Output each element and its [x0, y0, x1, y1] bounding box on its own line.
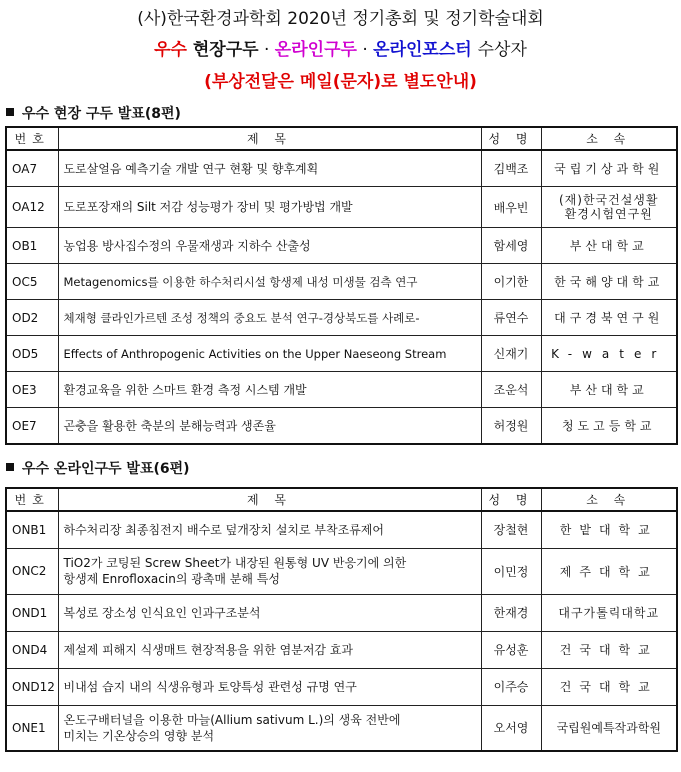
col-header-affiliation: 소 속	[541, 127, 677, 150]
table-row	[6, 668, 677, 705]
cell-affiliation: 건국대학교	[541, 631, 677, 668]
col-header-name: 성 명	[481, 127, 541, 150]
cell-code: OD5	[6, 336, 58, 372]
cell-code: OB1	[6, 228, 58, 264]
cell-title: Effects of Anthropogenic Activities on the Upper Naeseong Stream	[58, 336, 481, 372]
cell-name: 배우빈	[481, 187, 541, 228]
cell-code: OC5	[6, 264, 58, 300]
cell-code: ONC2	[6, 548, 58, 594]
online-oral-table	[5, 487, 678, 752]
table-row	[6, 336, 677, 372]
cell-code: OA12	[6, 187, 58, 228]
cell-affiliation: 건국대학교	[541, 668, 677, 705]
cell-affiliation: 제주대학교	[541, 548, 677, 594]
table-row	[6, 228, 677, 264]
table-row	[6, 150, 677, 187]
cell-title: Metagenomics를 이용한 하수처리시설 항생제 내성 미생물 검측 연구	[58, 264, 481, 300]
square-bullet-icon	[6, 463, 14, 471]
subtitle-separator: ·	[356, 40, 374, 60]
cell-code: OE7	[6, 408, 58, 445]
header-title: (사)한국환경과학회 2020년 정기총회 및 정기학술대회	[137, 9, 544, 29]
affiliation-line: 환경시험연구원	[564, 207, 653, 221]
cell-name: 류연수	[481, 300, 541, 336]
col-header-title: 제 목	[58, 127, 481, 150]
cell-name: 오서영	[481, 705, 541, 751]
table-header-row	[6, 488, 677, 511]
cell-affiliation: 국립원예특작과학원	[541, 705, 677, 751]
square-bullet-icon	[6, 108, 14, 116]
cell-name: 장철현	[481, 511, 541, 548]
cell-name: 김백조	[481, 150, 541, 187]
cell-title: 농업용 방사집수정의 우물재생과 지하수 산출성	[58, 228, 481, 264]
subtitle-word-excellent: 우수	[154, 40, 187, 60]
header-notice: (부상전달은 메일(문자)로 별도안내)	[204, 72, 477, 92]
section-title-online-oral: 우수 온라인구두 발표(6편)	[6, 458, 190, 478]
table-row	[6, 511, 677, 548]
table-row	[6, 372, 677, 408]
cell-affiliation: 국립기상과학원	[541, 150, 677, 187]
subtitle-word-awardees: 수상자	[477, 40, 527, 60]
cell-name: 신재기	[481, 336, 541, 372]
cell-title: 제설제 피해지 식생매트 현장적용을 위한 염분저감 효과	[58, 631, 481, 668]
section-title-onsite-oral: 우수 현장 구두 발표(8편)	[6, 103, 181, 123]
cell-name: 이주승	[481, 668, 541, 705]
table-row	[6, 300, 677, 336]
table-header-row	[6, 127, 677, 150]
cell-code: OD2	[6, 300, 58, 336]
col-header-code: 번호	[6, 127, 58, 150]
cell-code: OE3	[6, 372, 58, 408]
cell-affiliation	[541, 187, 677, 228]
title-line: TiO2가 코팅된 Screw Sheet가 내장된 원통형 UV 반응기에 의한	[63, 556, 407, 570]
cell-title: 하수처리장 최종침전지 배수로 덮개장치 설치로 부착조류제어	[58, 511, 481, 548]
title-line: 항생제 Enrofloxacin의 광촉매 분해 특성	[63, 572, 280, 586]
cell-code: OND4	[6, 631, 58, 668]
cell-affiliation: 청도고등학교	[541, 408, 677, 445]
cell-affiliation: 대구가톨릭대학교	[541, 594, 677, 631]
col-header-affiliation: 소 속	[541, 488, 677, 511]
title-line: 미치는 기온상승의 영향 분석	[63, 728, 215, 743]
cell-name: 함세영	[481, 228, 541, 264]
subtitle-word-online-oral: 온라인구두	[274, 40, 357, 60]
table-row	[6, 548, 677, 594]
cell-name: 이민정	[481, 548, 541, 594]
title-line: 온도구배터널을 이용한 마늘(Allium sativum L.)의 생육 전반에	[63, 712, 401, 727]
cell-name: 허정원	[481, 408, 541, 445]
cell-name: 한재경	[481, 594, 541, 631]
cell-name: 이기한	[481, 264, 541, 300]
cell-title: 복성로 장소성 인식요인 인과구조분석	[58, 594, 481, 631]
table-row	[6, 264, 677, 300]
cell-title: 곤충을 활용한 축분의 분해능력과 생존율	[58, 408, 481, 445]
cell-title: 체재형 클라인가르텐 조성 정책의 중요도 분석 연구-경상북도를 사례로-	[58, 300, 481, 336]
cell-code: ONB1	[6, 511, 58, 548]
col-header-title: 제 목	[58, 488, 481, 511]
cell-affiliation: K-water	[541, 336, 677, 372]
table-row	[6, 631, 677, 668]
table-row	[6, 705, 677, 751]
col-header-code: 번호	[6, 488, 58, 511]
cell-affiliation: 대구경북연구원	[541, 300, 677, 336]
subtitle-word-onsite-oral: 현장구두	[192, 40, 259, 60]
cell-code: OND1	[6, 594, 58, 631]
affiliation-line: (재)한국건설생활	[558, 193, 659, 207]
cell-affiliation: 한국해양대학교	[541, 264, 677, 300]
cell-name: 조운석	[481, 372, 541, 408]
cell-affiliation: 부산대학교	[541, 372, 677, 408]
cell-title: 도로살얼음 예측기술 개발 연구 현황 및 향후계획	[58, 150, 481, 187]
cell-affiliation: 한밭대학교	[541, 511, 677, 548]
cell-code: OND12	[6, 668, 58, 705]
subtitle-word-online-poster: 온라인포스터	[373, 40, 472, 60]
cell-title: 비내섬 습지 내의 식생유형과 토양특성 관련성 규명 연구	[58, 668, 481, 705]
subtitle-separator: ·	[258, 40, 275, 60]
header-subtitle	[0, 35, 681, 60]
table-row	[6, 187, 677, 228]
cell-title	[58, 705, 481, 751]
cell-code: OA7	[6, 150, 58, 187]
table-row	[6, 408, 677, 445]
cell-title	[58, 548, 481, 594]
cell-name: 유성훈	[481, 631, 541, 668]
col-header-name: 성 명	[481, 488, 541, 511]
table-row	[6, 594, 677, 631]
cell-title: 환경교육을 위한 스마트 환경 측정 시스템 개발	[58, 372, 481, 408]
cell-title: 도로포장재의 Silt 저감 성능평가 장비 및 평가방법 개발	[58, 187, 481, 228]
cell-code: ONE1	[6, 705, 58, 751]
onsite-oral-table	[5, 126, 678, 445]
cell-affiliation: 부산대학교	[541, 228, 677, 264]
